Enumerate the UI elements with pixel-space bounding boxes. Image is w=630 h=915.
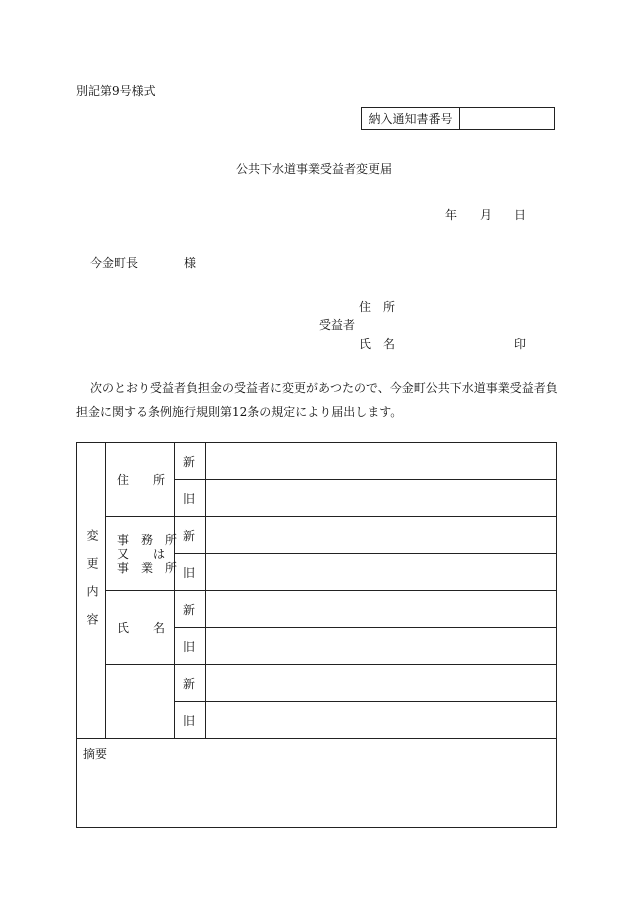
body-text-line-2: 担金に関する条例施行規則第12条の規定により届出します。 — [76, 405, 403, 419]
new-label-blank: 新 — [183, 677, 196, 691]
date-day-label: 日 — [514, 208, 527, 222]
new-label-address: 新 — [183, 455, 196, 469]
row-label-address: 住 所 — [117, 473, 166, 487]
body-text-line-1: 次のとおり受益者負担金の受益者に変更があつたので、今金町公共下水道事業受益者負 — [90, 381, 558, 395]
notice-number-field[interactable] — [460, 108, 554, 129]
remarks-label: 摘要 — [83, 747, 108, 761]
old-label-address: 旧 — [183, 492, 196, 506]
addressee-name: 今金町長 — [90, 256, 139, 270]
row-label-office-line-2: 又 は — [117, 547, 166, 561]
old-label-office: 旧 — [183, 566, 196, 580]
row-label-name: 氏 名 — [117, 621, 166, 635]
date-month-label: 月 — [480, 208, 493, 222]
form-number: 別記第9号様式 — [76, 84, 156, 98]
addressee-honorific: 様 — [184, 256, 197, 270]
new-label-office: 新 — [183, 529, 196, 543]
applicant-name-label: 氏 名 — [359, 337, 396, 351]
new-label-name: 新 — [183, 603, 196, 617]
old-label-blank: 旧 — [183, 714, 196, 728]
applicant-address-label: 住 所 — [359, 300, 396, 314]
seal-label: 印 — [514, 337, 527, 351]
applicant-role-label: 受益者 — [319, 318, 356, 332]
notice-number-box — [361, 107, 555, 130]
date-year-label: 年 — [445, 208, 458, 222]
document-title: 公共下水道事業受益者変更届 — [236, 162, 393, 176]
notice-number-label: 納入通知書番号 — [362, 108, 460, 129]
old-label-name: 旧 — [183, 640, 196, 654]
change-details-table — [76, 442, 557, 828]
row-label-office-line-1: 事 務 所 — [117, 533, 178, 547]
row-label-office-line-3: 事 業 所 — [117, 561, 178, 575]
change-content-heading: 変更内容 — [85, 529, 99, 641]
